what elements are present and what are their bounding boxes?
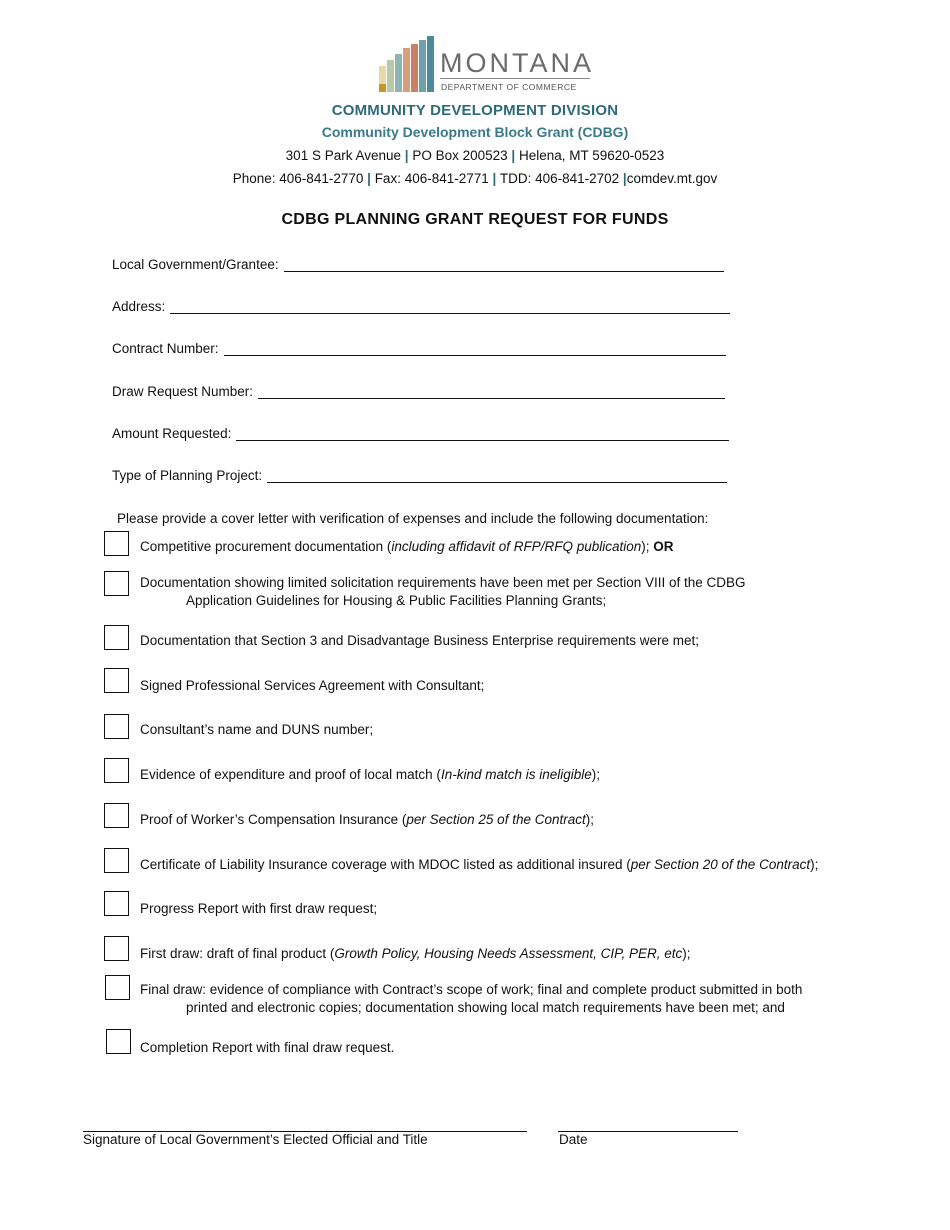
checkbox[interactable] xyxy=(104,758,129,783)
item-text: Certificate of Liability Insurance coverage with MDOC listed as additional insured ( xyxy=(140,857,631,872)
checkbox[interactable] xyxy=(105,975,130,1000)
logo-base xyxy=(379,84,386,92)
item-text: Consultant’s name and DUNS number; xyxy=(140,722,374,737)
phone-number: Phone: 406-841-2770 xyxy=(232,171,364,186)
checkbox[interactable] xyxy=(104,848,129,873)
field-planning-project-type xyxy=(112,468,727,483)
item-emphasis: including affidavit of RFP/RFQ publication xyxy=(391,539,642,554)
grantee-input[interactable] xyxy=(284,257,724,272)
planning-project-type-input[interactable] xyxy=(267,468,727,483)
montana-logo xyxy=(378,34,598,94)
field-contract-number xyxy=(112,341,726,356)
logo-bar xyxy=(419,40,426,92)
field-draw-request-number xyxy=(112,384,725,399)
contract-number-input[interactable] xyxy=(224,341,726,356)
field-grantee xyxy=(112,257,724,272)
field-label: Amount Requested: xyxy=(112,426,232,441)
tdd-number: TDD: 406-841-2702 xyxy=(499,171,620,186)
logo-bar xyxy=(403,48,410,92)
separator: | xyxy=(511,148,516,163)
checklist-item xyxy=(140,766,860,784)
checkbox[interactable] xyxy=(104,531,129,556)
program-title: Community Development Block Grant (CDBG) xyxy=(321,124,629,140)
logo-subtitle: DEPARTMENT OF COMMERCE xyxy=(441,82,577,92)
item-emphasis: per Section 20 of the Contract xyxy=(630,857,811,872)
website[interactable]: comdev.mt.gov xyxy=(626,171,718,186)
item-text: Proof of Worker’s Compensation Insurance ( xyxy=(140,812,407,827)
item-text-end: ); xyxy=(682,946,691,961)
checkbox[interactable] xyxy=(106,1029,131,1054)
field-label: Address: xyxy=(112,299,166,314)
item-text-continued: Application Guidelines for Housing & Public Facilities Planning Grants; xyxy=(186,593,607,608)
address-po: PO Box 200523 xyxy=(412,148,508,163)
checkbox[interactable] xyxy=(104,891,129,916)
address-input[interactable] xyxy=(170,299,730,314)
instructions: Please provide a cover letter with verification of expenses and include the following documentation: xyxy=(117,511,709,526)
address-city: Helena, MT 59620-0523 xyxy=(518,148,665,163)
checklist-item xyxy=(140,981,860,1017)
contact-line xyxy=(0,171,950,186)
checklist-item xyxy=(140,677,860,695)
item-text-end: ); xyxy=(591,767,601,782)
checkbox[interactable] xyxy=(104,936,129,961)
field-label: Local Government/Grantee: xyxy=(112,257,279,272)
checklist-item xyxy=(140,811,860,829)
fax-number: Fax: 406-841-2771 xyxy=(374,171,489,186)
logo-bar xyxy=(427,36,434,92)
item-text: Documentation that Section 3 and Disadvantage Business Enterprise requirements were met; xyxy=(140,633,700,648)
draw-request-number-input[interactable] xyxy=(258,384,725,399)
field-label: Contract Number: xyxy=(112,341,219,356)
checkbox[interactable] xyxy=(104,625,129,650)
item-text-end: ); xyxy=(641,539,654,554)
item-text: Documentation showing limited solicitation requirements have been met per Section VIII of the CDBG xyxy=(140,575,746,590)
separator: | xyxy=(367,171,371,186)
field-label: Draw Request Number: xyxy=(112,384,254,399)
item-text: Evidence of expenditure and proof of local match ( xyxy=(140,767,441,782)
checklist-item xyxy=(140,538,860,556)
checklist-item xyxy=(140,856,860,874)
item-text-end: ); xyxy=(810,857,819,872)
item-or: OR xyxy=(653,539,674,554)
logo-bar xyxy=(411,44,418,92)
checkbox[interactable] xyxy=(104,668,129,693)
field-amount-requested xyxy=(112,426,729,441)
item-text-continued: printed and electronic copies; documentation showing local match requirements have been met; and xyxy=(186,1000,785,1015)
checklist-item xyxy=(140,721,860,739)
item-text: Completion Report with final draw request. xyxy=(140,1040,395,1055)
checklist-item xyxy=(140,900,860,918)
item-text-end: ); xyxy=(585,812,594,827)
field-label: Type of Planning Project: xyxy=(112,468,263,483)
address-line xyxy=(0,148,950,163)
form-title: CDBG PLANNING GRANT REQUEST FOR FUNDS xyxy=(281,211,669,228)
item-text: Signed Professional Services Agreement with Consultant; xyxy=(140,678,485,693)
item-emphasis: In-kind match is ineligible xyxy=(440,767,592,782)
logo-divider xyxy=(440,78,590,79)
checklist-item xyxy=(140,574,860,610)
checklist-item xyxy=(140,1039,860,1057)
logo-bar xyxy=(395,54,402,92)
item-text: Final draw: evidence of compliance with Contract’s scope of work; final and complete product submitted in both xyxy=(140,982,803,997)
division-title: COMMUNITY DEVELOPMENT DIVISION xyxy=(331,102,619,119)
amount-requested-input[interactable] xyxy=(236,426,729,441)
separator: | xyxy=(492,171,497,186)
signature-label: Signature of Local Government’s Elected Official and Title xyxy=(83,1132,428,1147)
separator: | xyxy=(404,148,409,163)
item-emphasis: Growth Policy, Housing Needs Assessment, CIP, PER, etc xyxy=(334,946,683,961)
item-text: First draw: draft of final product ( xyxy=(140,946,335,961)
separator: | xyxy=(622,171,627,186)
date-label: Date xyxy=(559,1132,588,1147)
item-emphasis: per Section 25 of the Contract xyxy=(406,812,586,827)
address-street: 301 S Park Avenue xyxy=(285,148,402,163)
checkbox[interactable] xyxy=(104,714,129,739)
logo-bars-icon xyxy=(378,34,438,94)
checkbox[interactable] xyxy=(104,571,129,596)
logo-word: MONTANA xyxy=(440,48,594,78)
item-text: Competitive procurement documentation ( xyxy=(140,539,392,554)
checkbox[interactable] xyxy=(104,803,129,828)
checklist-item xyxy=(140,945,860,963)
checklist-item xyxy=(140,632,860,650)
item-text: Progress Report with first draw request; xyxy=(140,901,378,916)
field-address xyxy=(112,299,730,314)
logo-bar xyxy=(387,60,394,92)
